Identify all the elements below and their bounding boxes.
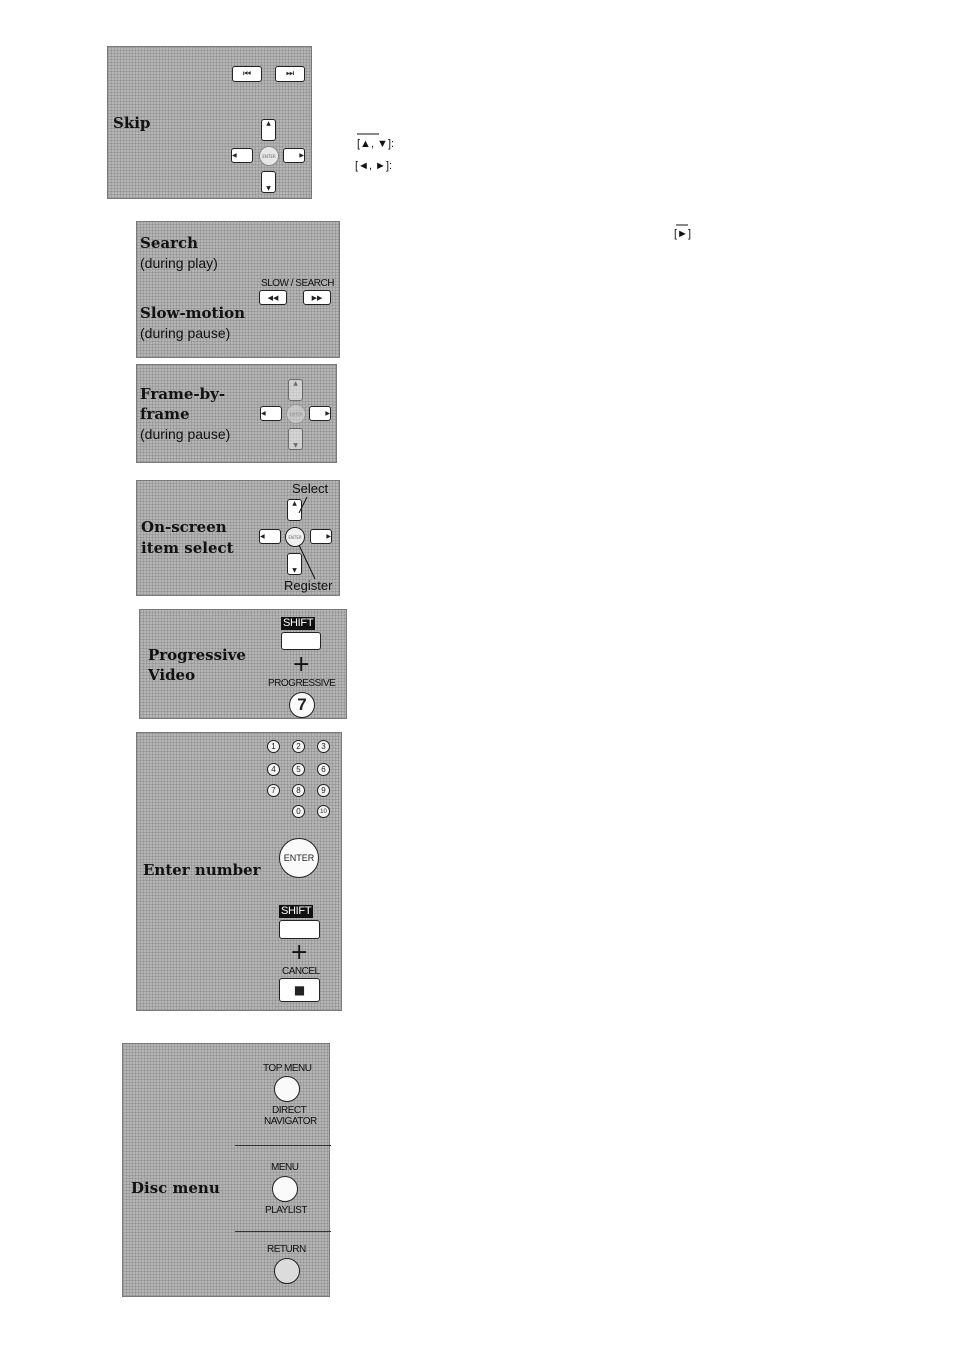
playlist-label: PLAYLIST [265,1205,307,1216]
enter-label: ENTER [288,534,302,540]
dpad-enter-button[interactable] [286,404,306,424]
shift-button[interactable] [281,632,321,650]
dpad-up-button[interactable] [261,119,276,141]
key-label: 6 [321,765,326,774]
slow-search-label: SLOW / SEARCH [261,278,334,289]
updown-keyref: [▲, ▼]: [357,138,395,150]
skip-title: Skip [113,114,151,132]
key-label: 0 [296,807,301,816]
underline-mark [357,133,379,135]
underline-mark [676,224,688,226]
shift-button[interactable] [279,920,320,939]
rewind-icon: ◀◀ [267,293,279,302]
dpad-down-button[interactable] [261,171,276,193]
number-key[interactable] [292,763,305,776]
leftright-keyref: [◄, ►]: [355,160,393,172]
key-label: 1 [271,742,276,751]
slow-motion-title: Slow-motion [140,304,246,322]
frame-title-line1: Frame-by- [140,385,226,403]
enter-button[interactable] [279,838,319,878]
key-label: 10 [320,808,327,815]
up-arrow-icon: ▲ [266,120,271,127]
stop-icon: ■ [293,983,306,997]
number-key[interactable] [267,784,280,797]
search-panel [136,221,340,358]
progressive-panel [139,609,347,719]
number-key[interactable] [267,763,280,776]
progressive-label: PROGRESSIVE [268,678,336,689]
key-label: 5 [296,765,301,774]
menu-label: MENU [271,1162,299,1173]
slow-forward-button[interactable] [303,290,331,305]
dpad-right-button[interactable] [309,406,331,421]
enter-label: ENTER [262,153,276,159]
left-arrow-icon: ◀ [261,410,266,417]
menu-button[interactable] [272,1176,298,1202]
number-key[interactable] [317,763,330,776]
progressive-title-line2: Video [148,666,196,684]
number-key[interactable] [292,805,305,818]
number-key[interactable] [317,740,330,753]
skip-prev-button[interactable] [232,66,262,82]
progressive-title-line1: Progressive [148,646,246,664]
direct-navigator-label-1: DIRECT [272,1105,307,1116]
skip-next-button[interactable] [275,66,305,82]
plus-sign: + [290,940,309,965]
down-arrow-icon: ▼ [266,185,271,192]
key-label: 4 [271,765,276,774]
key-label: 2 [296,742,301,751]
dpad-up-button[interactable] [288,379,303,401]
key-label: 7 [271,786,276,795]
dpad-left-button[interactable] [231,148,253,163]
dpad-right-button[interactable] [283,148,305,163]
divider [235,1231,331,1232]
enter-label: ENTER [283,853,315,863]
onscreen-panel [136,480,340,596]
skip-prev-icon: ⏮ [242,69,252,79]
up-arrow-icon: ▲ [292,500,297,507]
left-arrow-icon: ◀ [260,533,265,540]
frame-title-line2: frame [140,405,190,423]
number-key[interactable] [317,805,330,818]
shift-label: SHIFT [281,905,312,917]
disc-menu-title: Disc menu [131,1179,220,1197]
number-key[interactable] [317,784,330,797]
key-label: 3 [321,742,326,751]
search-title: Search [140,234,199,252]
right-arrow-icon: ▶ [299,152,304,159]
enter-label: ENTER [289,411,303,417]
progressive-7-button[interactable] [289,692,315,718]
dpad-down-button[interactable] [288,428,303,450]
number-key[interactable] [292,784,305,797]
slow-motion-subtitle: (during pause) [140,325,231,341]
cancel-stop-button[interactable] [279,978,320,1002]
right-arrow-icon: ▶ [326,533,331,540]
top-menu-button[interactable] [274,1076,300,1102]
frame-panel [136,364,337,463]
right-arrow-icon: ▶ [325,410,330,417]
shift-label: SHIFT [283,617,314,629]
onscreen-title-line1: On-screen [141,518,227,536]
skip-panel [107,46,312,199]
fast-forward-icon: ▶▶ [311,293,323,302]
key-number: 7 [297,695,307,714]
select-label: Select [292,481,329,496]
skip-next-icon: ⏭ [285,69,295,79]
down-arrow-icon: ▼ [292,567,297,574]
number-key[interactable] [292,740,305,753]
slow-rewind-button[interactable] [259,290,287,305]
return-button[interactable] [274,1258,300,1284]
disc-menu-panel [122,1043,330,1297]
register-label: Register [284,578,333,593]
key-label: 8 [296,786,301,795]
direct-navigator-label-2: NAVIGATOR [264,1116,317,1127]
down-arrow-icon: ▼ [293,442,298,449]
frame-subtitle: (during pause) [140,426,231,442]
enter-number-panel [136,732,342,1011]
left-arrow-icon: ◀ [232,152,237,159]
cancel-label: CANCEL [282,966,320,977]
key-label: 9 [321,786,326,795]
enter-number-title: Enter number [143,861,261,879]
top-menu-label: TOP MENU [263,1063,312,1074]
dpad-left-button[interactable] [260,406,282,421]
onscreen-title-line2: item select [141,539,234,557]
plus-sign: + [292,652,311,677]
divider [235,1145,331,1146]
dpad-enter-button[interactable] [259,146,279,166]
return-label: RETURN [267,1244,306,1255]
play-keyref: [►] [674,228,691,240]
number-key[interactable] [267,740,280,753]
search-subtitle: (during play) [140,255,218,271]
up-arrow-icon: ▲ [293,380,298,387]
